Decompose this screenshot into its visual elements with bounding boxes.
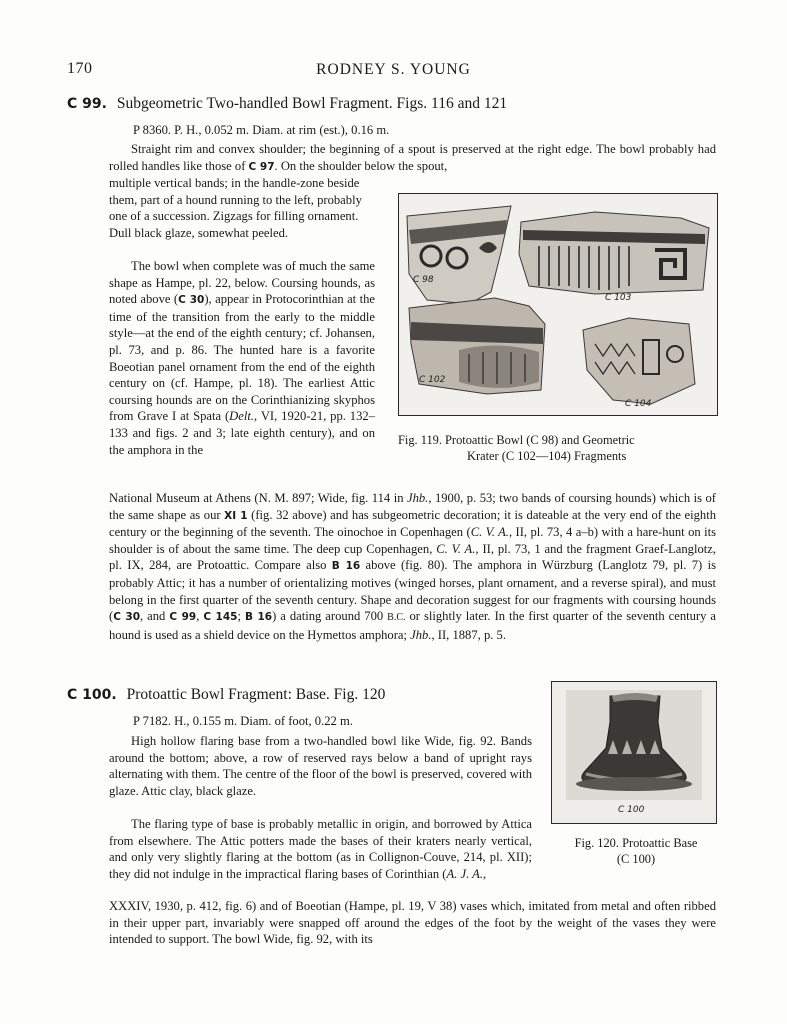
fragment-label-c100: C 100	[618, 805, 645, 815]
fragment-label-c98: C 98	[413, 275, 434, 285]
paragraph-discussion-c100-cont: XXXIV, 1930, p. 412, fig. 6) and of Boeotian (Hampe, pl. 19, V 38) vases which, imitated from metal and often ribbed in their upper part, invariably were snapped off around the edges of the foot by the weight of the vases they were intended to support. The bowl Wide, fig. 92, with its	[109, 899, 716, 947]
figure-119-caption	[398, 432, 720, 464]
paragraph-description-c100: High hollow flaring base from a two-handled bowl like Wide, fig. 92. Bands around the bottom; above, a row of reserved rays below a band of upright rays alternating with them. The centre of the floor of the bowl is preserved, covered with glaze. Attic clay, black glaze.	[109, 734, 532, 798]
fragment-label-c104: C 104	[625, 399, 652, 409]
paragraph-discussion-c100: The flaring type of base is probably metallic in origin, and borrowed by Attica from elsewhere. The Attic potters made the bases of their kraters nearly vertical, and only very slightly flaring at the bottom (as in Collignon-Couve, 214, pl. XII); they did not indulge in the impractical flaring bases of Corinthian (A. J. A.,	[109, 817, 532, 881]
paragraph-description-c99: Straight rim and convex shoulder; the beginning of a spout is preserved at the right edge. The bowl probably had rolled handles like those of C 97. On the shoulder below the spout,	[109, 142, 716, 173]
figure-119-photo	[398, 193, 718, 416]
entry-heading-c100	[67, 686, 385, 704]
caption-line: (C 100)	[616, 852, 656, 866]
entry-meta-c100: P 7182. H., 0.155 m. Diam. of foot, 0.22 m.	[133, 714, 353, 728]
entry-title: Protoattic Bowl Fragment: Base. Fig. 120	[126, 686, 386, 703]
entry-heading-c99	[67, 95, 507, 113]
paragraph-discussion-c99-cont: National Museum at Athens (N. M. 897; Wide, fig. 114 in Jhb., 1900, p. 53; two bands of coursing hounds) which is of the same shape as our XI 1 (fig. 32 above) and has subgeometric decoration; it is dateable at the very end of the eighth century or the beginning of the seventh. The oinochoe in Copenhagen (C. V. A., II, pl. 73, 4 a–b) with a hare-hunt on its shoulder is of about the same time. The deep cup Copenhagen, C. V. A., II, pl. 73, 1 and the fragment Graef-Langlotz, pl. IX, 284, are Protoattic. Compare also B 16 above (fig. 80). The amphora in Würzburg (Langlotz 79, pl. 7) is probably Attic; it has a number of orientalizing motives (winged horses, plant ornament, and a reverse spiral), and must belong in the first quarter of the seventh century. Shape and decoration suggest for our fragments with coursing hounds (C 30, and C 99, C 145; B 16) a dating around 700 B.C. or slightly later. In the first quarter of the seventh century a hound is used as a shield device on the Hymettos amphora; Jhb., II, 1887, p. 5.	[109, 491, 717, 642]
figure-120-caption	[551, 835, 721, 867]
paragraph-discussion-c99: The bowl when complete was of much the same shape as Hampe, pl. 22, below. Coursing hounds, as noted above (C 30), appear in Protocorinthian at the time of the transition from the early to the middle style—at the end of the eighth century; cf. Johansen, pl. 73, and p. 86. The hunted hare is a favorite Boeotian panel ornament from the end of the eighth century on (cf. Hampe, pl. 18). The earliest Attic coursing hounds are on the Corinthianizing skyphos from Grave I at Spata (Delt., VI, 1920-21, pp. 132–133 and figs. 2 and 3; late eighth century), and on the amphora in the	[109, 259, 375, 457]
pottery-fragments-image	[399, 194, 717, 415]
running-head	[0, 60, 787, 84]
fragment-label-c103: C 103	[605, 293, 632, 303]
entry-title: Subgeometric Two-handled Bowl Fragment. Figs. 116 and 121	[116, 95, 508, 112]
entry-meta-c99: P 8360. P. H., 0.052 m. Diam. at rim (est.), 0.16 m.	[133, 123, 390, 137]
caption-line: Krater (C 102—104) Fragments	[467, 449, 627, 463]
running-title: RODNEY S. YOUNG	[316, 61, 471, 78]
pottery-base-image	[552, 682, 716, 823]
catalogue-number: C 100.	[67, 687, 117, 703]
fragment-label-c102: C 102	[419, 375, 446, 385]
page-number: 170	[67, 60, 93, 77]
figure-120-photo	[551, 681, 717, 824]
paragraph-description-c99-cont: multiple vertical bands; in the handle-zone beside them, part of a hound running to the left, probably one of a succession. Zigzags for filling ornament. Dull black glaze, somewhat peeled.	[109, 176, 362, 240]
caption-line: Fig. 120. Protoattic Base	[574, 836, 698, 850]
caption-line: Fig. 119. Protoattic Bowl (C 98) and Geometric	[398, 433, 635, 447]
catalogue-number: C 99.	[67, 96, 107, 112]
